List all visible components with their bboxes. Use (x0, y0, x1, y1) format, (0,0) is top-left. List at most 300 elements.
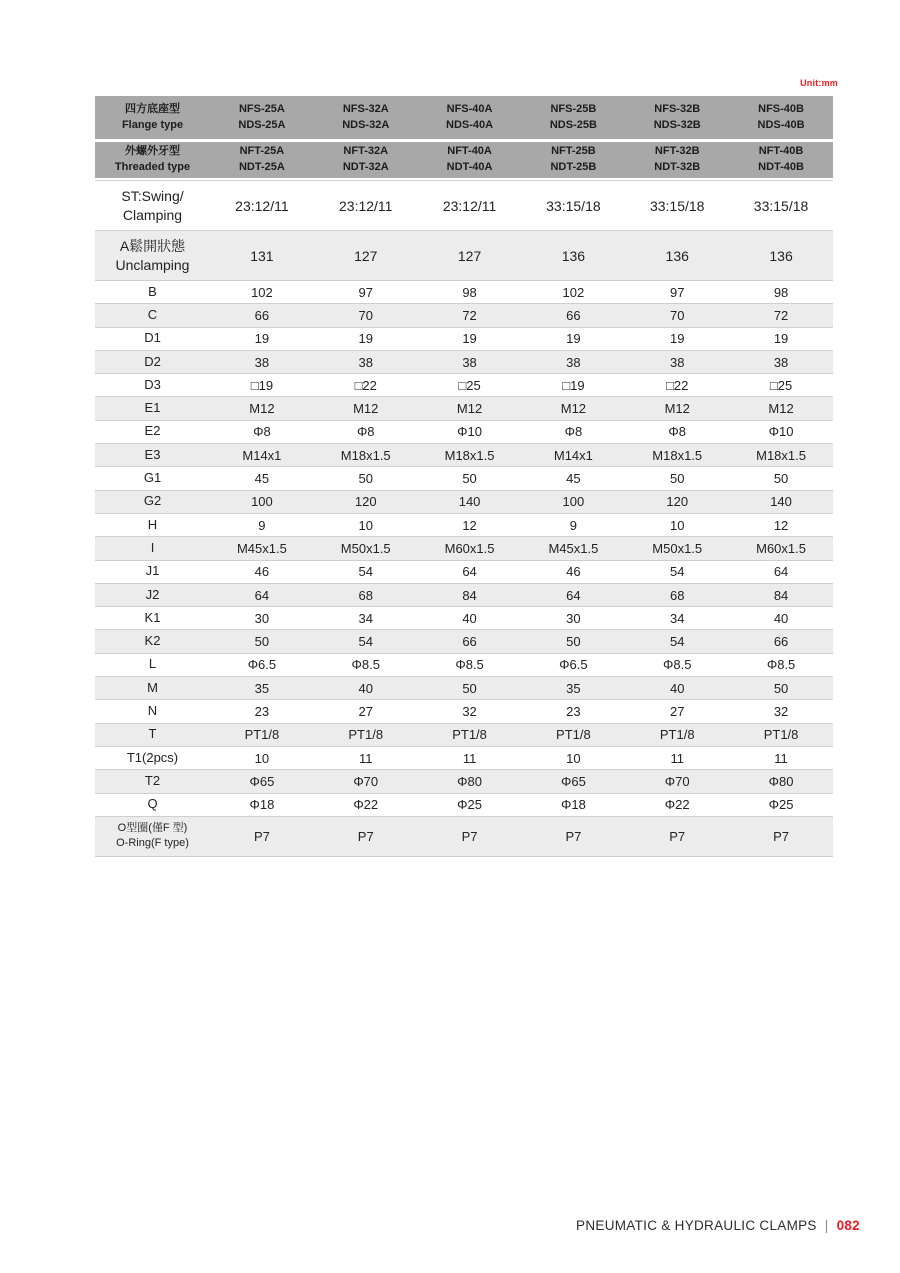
value: 32 (462, 703, 477, 719)
spec-row-unclamping (95, 231, 833, 281)
row-label (95, 770, 210, 792)
value-cell (418, 770, 522, 792)
value-cell (521, 537, 625, 559)
spec-row-h (95, 514, 833, 537)
value: 33:15/18 (649, 197, 705, 214)
row-label (95, 304, 210, 326)
value: 23:12/11 (235, 197, 289, 214)
model-name: NDT-40B (758, 161, 804, 173)
value: 9 (258, 517, 266, 533)
value: Φ10 (457, 424, 482, 440)
value-cell (521, 654, 625, 676)
value-cell (418, 421, 522, 443)
value-cell (314, 374, 418, 396)
model-name: NDT-25B (550, 161, 597, 173)
row-label-line: Q (147, 796, 158, 812)
value: M12 (456, 401, 483, 417)
row-label (95, 724, 210, 746)
model-cell (418, 96, 522, 139)
row-label-line: C (147, 307, 158, 322)
value-cell (210, 181, 314, 230)
value: 23 (566, 703, 581, 719)
value-cell (418, 584, 522, 606)
value: M18x1.5 (340, 447, 391, 463)
row-label (95, 537, 210, 559)
value-cell (729, 397, 833, 419)
row-label-line: G1 (143, 470, 162, 486)
value-cell (418, 747, 522, 769)
value-cell (729, 328, 833, 350)
value: □25 (769, 377, 793, 393)
model-name: NFT-40B (758, 145, 804, 158)
value: 38 (358, 354, 373, 370)
value-cell (625, 817, 729, 856)
value: 11 (462, 750, 477, 766)
spec-row-d2 (95, 351, 833, 374)
value: M12 (249, 401, 275, 417)
row-label (95, 397, 210, 419)
value-cell (521, 630, 625, 652)
value-cell (625, 467, 729, 489)
value-cell (729, 351, 833, 373)
value: 33:15/18 (546, 197, 601, 214)
value-cell (418, 351, 522, 373)
value: 46 (254, 564, 270, 580)
row-label-line: B (148, 283, 157, 299)
value-cell (210, 444, 314, 466)
value-cell (521, 444, 625, 466)
spec-row-m (95, 677, 833, 700)
value-cell (521, 724, 625, 746)
value-cell (418, 181, 522, 230)
value-cell (521, 491, 625, 513)
header-row-label (95, 96, 210, 139)
value-cell (625, 537, 729, 559)
header-row-threaded (95, 142, 833, 178)
footer-title: PNEUMATIC & HYDRAULIC CLAMPS (576, 1218, 817, 1233)
row-label (95, 584, 210, 606)
value-cell (729, 770, 833, 792)
value-cell (729, 747, 833, 769)
value-cell (625, 561, 729, 583)
row-label-line: H (147, 516, 158, 532)
value-cell (418, 467, 522, 489)
value-cell (625, 374, 729, 396)
model-name: NFS-32B (654, 102, 701, 115)
value: 40 (358, 680, 373, 696)
value-cell (729, 630, 833, 652)
value: □25 (458, 377, 481, 393)
value: □22 (666, 377, 689, 393)
value-cell (314, 231, 418, 280)
row-label (95, 467, 210, 489)
value: 127 (354, 247, 378, 264)
value-cell (521, 351, 625, 373)
row-label (95, 231, 210, 280)
value: 97 (358, 284, 373, 300)
value-cell (418, 654, 522, 676)
value-cell (210, 677, 314, 699)
value-cell (418, 491, 522, 513)
value-cell (625, 607, 729, 629)
value: 45 (566, 471, 581, 487)
value: Φ8 (668, 424, 687, 440)
header-label-en: Threaded type (114, 161, 191, 173)
value-cell (729, 491, 833, 513)
model-name: NDT-25A (238, 161, 285, 173)
value: 19 (254, 331, 270, 347)
value-cell (418, 677, 522, 699)
value-cell (521, 181, 625, 230)
value: M18x1.5 (652, 447, 703, 463)
model-cell (729, 142, 833, 178)
value: 54 (669, 634, 685, 650)
spec-row-b (95, 281, 833, 304)
value: 40 (462, 610, 477, 626)
value: M18x1.5 (444, 447, 495, 463)
row-label-line: Clamping (122, 206, 183, 223)
value-cell (521, 467, 625, 489)
value: Φ80 (457, 773, 482, 789)
row-label (95, 374, 210, 396)
value-cell (625, 351, 729, 373)
value-cell (314, 607, 418, 629)
header-row-flange (95, 96, 833, 139)
table-body (95, 180, 833, 857)
value: 120 (354, 494, 377, 510)
value-cell (418, 794, 522, 816)
value-cell (729, 421, 833, 443)
value: 38 (669, 354, 685, 370)
value-cell (521, 794, 625, 816)
model-cell (314, 142, 418, 178)
value: 64 (254, 587, 270, 603)
value: 97 (669, 284, 685, 300)
value-cell (729, 374, 833, 396)
value: 40 (669, 680, 685, 696)
value: 72 (773, 307, 789, 323)
value-cell (521, 281, 625, 303)
row-label-line: T1(2pcs) (126, 749, 179, 765)
value: Φ22 (664, 797, 690, 813)
value: M18x1.5 (756, 447, 806, 463)
value-cell (521, 328, 625, 350)
value-cell (418, 630, 522, 652)
value-cell (314, 537, 418, 559)
spec-row-j2 (95, 584, 833, 607)
model-name: NDS-32B (653, 118, 701, 131)
value: 23:12/11 (442, 197, 497, 214)
spec-row-k2 (95, 630, 833, 653)
value-cell (314, 351, 418, 373)
value-cell (625, 304, 729, 326)
page-footer (576, 1218, 860, 1233)
row-label-line: D1 (144, 330, 161, 346)
value: 70 (358, 307, 373, 323)
row-label-line: K1 (144, 609, 161, 625)
row-label-line: A鬆開狀態 (119, 238, 186, 255)
value-cell (625, 397, 729, 419)
model-cell (210, 142, 314, 178)
value-cell (625, 630, 729, 652)
value: 38 (254, 354, 270, 370)
value-cell (314, 561, 418, 583)
spec-row-d1 (95, 328, 833, 351)
value-cell (521, 747, 625, 769)
model-cell (625, 142, 729, 178)
value: M12 (768, 401, 794, 417)
model-cell (314, 96, 418, 139)
value: PT1/8 (244, 727, 280, 743)
model-cell (210, 96, 314, 139)
value: 11 (358, 750, 373, 766)
value: 98 (462, 284, 477, 300)
spec-row-g1 (95, 467, 833, 490)
value: P7 (773, 828, 789, 844)
value-cell (210, 747, 314, 769)
value: PT1/8 (452, 727, 487, 743)
value-cell (418, 537, 522, 559)
value: 140 (770, 494, 792, 510)
value-cell (314, 444, 418, 466)
value-cell (521, 607, 625, 629)
spec-row-j1 (95, 561, 833, 584)
value: 10 (358, 517, 373, 533)
value: M12 (353, 401, 379, 417)
spec-row-c (95, 304, 833, 327)
value-cell (314, 794, 418, 816)
value: 140 (458, 494, 481, 510)
value: 100 (562, 494, 585, 510)
value: M45x1.5 (548, 540, 599, 556)
value-cell (210, 817, 314, 856)
value: 50 (462, 680, 477, 696)
value: 120 (666, 494, 689, 510)
row-label-line: O型圈(僅F 型) (117, 822, 188, 835)
value-cell (418, 444, 522, 466)
row-label (95, 817, 210, 856)
value-cell (625, 328, 729, 350)
value: Φ18 (249, 797, 275, 813)
value-cell (418, 514, 522, 536)
value-cell (314, 514, 418, 536)
value-cell (418, 561, 522, 583)
value: M50x1.5 (340, 540, 391, 556)
value: Φ8.5 (455, 657, 484, 673)
value-cell (210, 630, 314, 652)
value: Φ8.5 (766, 657, 796, 673)
header-row-label (95, 142, 210, 178)
value-cell (729, 537, 833, 559)
value: Φ6.5 (247, 657, 277, 673)
value-cell (729, 444, 833, 466)
value: 54 (358, 634, 373, 650)
row-label (95, 514, 210, 536)
value-cell (729, 654, 833, 676)
value: 131 (250, 247, 274, 264)
value-cell (418, 281, 522, 303)
value-cell (210, 514, 314, 536)
value-cell (210, 700, 314, 722)
value-cell (210, 491, 314, 513)
value: 9 (569, 517, 578, 533)
value-cell (418, 231, 522, 280)
value-cell (314, 770, 418, 792)
value-cell (418, 374, 522, 396)
value: M14x1 (553, 447, 593, 463)
footer-separator: | (824, 1218, 829, 1233)
value-cell (210, 328, 314, 350)
value-cell (314, 700, 418, 722)
value: P7 (461, 828, 478, 844)
value: P7 (253, 828, 270, 844)
table-header (95, 96, 833, 178)
value-cell (729, 514, 833, 536)
spec-row-k1 (95, 607, 833, 630)
value: 127 (457, 247, 482, 264)
model-name: NDS-25B (549, 118, 597, 131)
value: 30 (254, 610, 270, 626)
value-cell (625, 514, 729, 536)
value-cell (210, 607, 314, 629)
value-cell (314, 304, 418, 326)
value-cell (521, 561, 625, 583)
value: 27 (669, 703, 685, 719)
value: 19 (462, 331, 477, 347)
value-cell (210, 467, 314, 489)
value-cell (521, 397, 625, 419)
value-cell (625, 491, 729, 513)
value: Φ70 (664, 773, 690, 789)
value: 102 (251, 284, 273, 300)
value: 34 (669, 610, 685, 626)
value: 70 (669, 307, 685, 323)
value: 102 (562, 284, 585, 300)
value: M60x1.5 (756, 540, 806, 556)
value-cell (210, 537, 314, 559)
spec-row-e1 (95, 397, 833, 420)
value: Φ65 (249, 773, 275, 789)
value-cell (314, 491, 418, 513)
row-label-line: T2 (144, 772, 161, 788)
row-label (95, 700, 210, 722)
row-label (95, 654, 210, 676)
value-cell (210, 304, 314, 326)
value: 100 (251, 494, 273, 510)
value: 68 (358, 587, 373, 603)
value: 35 (254, 680, 270, 696)
row-label (95, 328, 210, 350)
model-name: NFS-40A (446, 102, 493, 115)
spec-row-st (95, 181, 833, 231)
spec-row-q (95, 794, 833, 817)
model-cell (521, 142, 625, 178)
value-cell (210, 724, 314, 746)
value-cell (625, 181, 729, 230)
value-cell (210, 770, 314, 792)
value-cell (729, 677, 833, 699)
value: 84 (462, 587, 477, 603)
row-label (95, 747, 210, 769)
row-label (95, 561, 210, 583)
value: PT1/8 (348, 727, 384, 743)
value: 33:15/18 (753, 197, 809, 214)
model-cell (521, 96, 625, 139)
value: Φ70 (353, 773, 379, 789)
header-label-zh: 外螺外牙型 (125, 145, 180, 158)
value-cell (625, 654, 729, 676)
value: Φ25 (768, 797, 794, 813)
row-label (95, 351, 210, 373)
value-cell (625, 281, 729, 303)
model-cell (418, 142, 522, 178)
value-cell (418, 304, 522, 326)
value-cell (314, 817, 418, 856)
value: 72 (462, 307, 477, 323)
value-cell (314, 654, 418, 676)
value-cell (314, 281, 418, 303)
value-cell (210, 281, 314, 303)
spec-row-t (95, 724, 833, 747)
value-cell (521, 231, 625, 280)
value: PT1/8 (556, 727, 591, 743)
value-cell (314, 467, 418, 489)
value: Φ8 (356, 424, 375, 440)
value: 50 (566, 634, 581, 650)
value-cell (210, 794, 314, 816)
value: Φ25 (457, 797, 482, 813)
value-cell (625, 700, 729, 722)
value: P7 (669, 828, 686, 844)
value: 66 (254, 307, 270, 323)
value: 136 (665, 247, 689, 264)
value: 19 (669, 331, 685, 347)
value-cell (418, 724, 522, 746)
row-label-line: T (148, 726, 157, 742)
value-cell (210, 351, 314, 373)
value-cell (314, 747, 418, 769)
value: 50 (254, 634, 270, 650)
value: 54 (358, 564, 373, 580)
value-cell (418, 397, 522, 419)
value: 50 (773, 471, 789, 487)
value: □19 (250, 377, 274, 393)
value: 84 (773, 587, 789, 603)
value-cell (314, 677, 418, 699)
model-name: NFS-25B (550, 102, 597, 115)
value-cell (521, 817, 625, 856)
value: Φ80 (768, 773, 794, 789)
value: M50x1.5 (652, 540, 703, 556)
row-label-line: D2 (144, 353, 161, 369)
value: 38 (773, 354, 789, 370)
value-cell (625, 421, 729, 443)
model-name: NDS-25A (238, 118, 286, 131)
spec-row-e2 (95, 421, 833, 444)
value: 12 (773, 517, 789, 533)
value-cell (729, 281, 833, 303)
value-cell (210, 584, 314, 606)
value-cell (418, 607, 522, 629)
value-cell (729, 231, 833, 280)
value: 38 (566, 354, 581, 370)
value: 32 (773, 703, 789, 719)
value: 64 (462, 564, 477, 580)
value: 10 (566, 750, 581, 766)
value: 35 (566, 680, 581, 696)
model-name: NFT-25A (239, 145, 285, 158)
model-name: NDS-40A (446, 118, 494, 131)
